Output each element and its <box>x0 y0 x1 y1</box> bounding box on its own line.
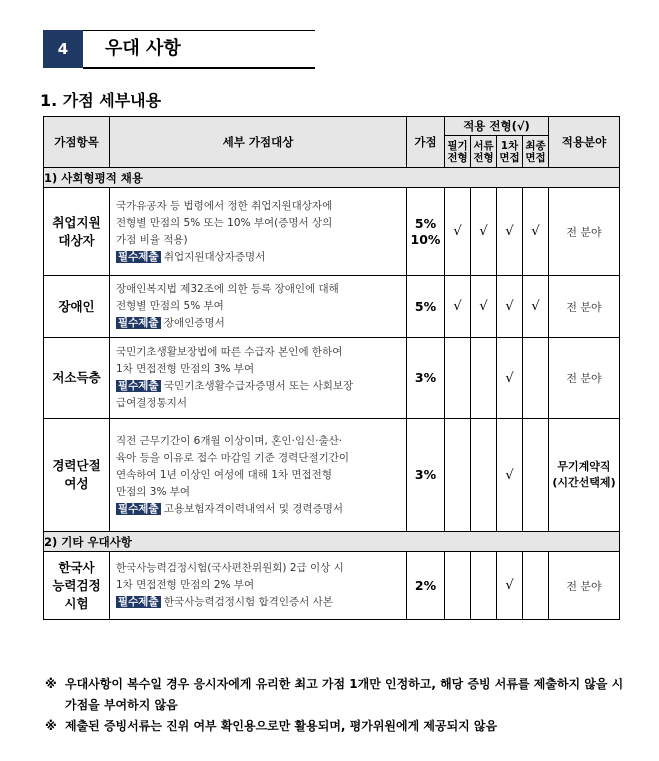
stage-check <box>523 338 549 419</box>
note-2 <box>45 716 625 737</box>
note-text: 우대사항이 복수일 경우 응시자에게 유리한 최고 가점 1개만 인정하고, 해당 증빙 서류를 제출하지 않을 시 가점을 부여하지 않음 <box>65 677 624 712</box>
stage-check <box>445 338 471 419</box>
header-points: 가점 <box>407 117 445 168</box>
header-stage-group: 적용 전형(√) <box>445 117 549 136</box>
required-document: 한국사능력검정시험 합격인증서 사본 <box>160 596 333 608</box>
required-document: 국민기초생활수급자증명서 또는 사회보장 <box>160 380 354 392</box>
header-stage-document: 서류 전형 <box>471 136 497 168</box>
item-description: 한국사능력검정시험(국사편찬위원회) 2급 이상 시 1차 면접전형 만점의 2% 부여 필수제출 한국사능력검정시험 합격인증서 사본 <box>110 552 407 620</box>
stage-check <box>471 419 497 532</box>
stage-check: √ <box>497 419 523 532</box>
section-title: 1) 사회형평적 채용 <box>44 168 620 188</box>
item-description: 장애인복지법 제32조에 의한 등록 장애인에 대해 전형별 만점의 5% 부여 필수제출 장애인증명서 <box>110 276 407 338</box>
section-title: 우대 사항 <box>105 38 181 59</box>
stage-check: √ <box>471 276 497 338</box>
header-item: 가점항목 <box>44 117 110 168</box>
section-title: 2) 기타 우대사항 <box>44 532 620 552</box>
header-detail: 세부 가점대상 <box>110 117 407 168</box>
bonus-points-table <box>43 116 620 620</box>
table-row <box>44 552 620 620</box>
required-tag: 필수제출 <box>118 317 159 329</box>
applicable-area: 무기계약직 (시간선택제) <box>549 419 620 532</box>
note-1 <box>45 674 625 716</box>
required-document: 고용보험자격이력내역서 및 경력증명서 <box>160 502 344 515</box>
required-tag: 필수제출 <box>118 250 159 263</box>
item-description: 직전 근무기간이 6개월 이상이며, 혼인·임신·출산· 육아 등을 이유로 접수 마감일 기준 경력단절기간이 연속하여 1년 이상인 여성에 대해 1차 면접전형 만점의 3% 부여 필수제출 고용보험자격이력내역서 및 경력증명서 <box>110 419 407 532</box>
stage-check <box>445 419 471 532</box>
points: 2% <box>407 552 445 620</box>
header-stage-written: 필기 전형 <box>445 136 471 168</box>
stage-check: √ <box>497 552 523 620</box>
required-tag: 필수제출 <box>118 596 159 608</box>
header-area: 적용분야 <box>549 117 620 168</box>
required-document: 장애인증명서 <box>160 317 225 329</box>
section-rule-bottom <box>83 67 315 69</box>
notes <box>45 674 625 737</box>
stage-check <box>523 419 549 532</box>
applicable-area: 전 분야 <box>549 276 620 338</box>
stage-check <box>445 552 471 620</box>
item-name: 경력단절 여성 <box>44 419 110 532</box>
stage-check: √ <box>445 276 471 338</box>
points: 5% <box>407 276 445 338</box>
table-row <box>44 276 620 338</box>
item-name: 한국사 능력검정 시험 <box>44 552 110 620</box>
table-row <box>44 188 620 276</box>
required-tag: 필수제출 <box>118 380 159 392</box>
applicable-area: 전 분야 <box>549 338 620 419</box>
note-mark: ※ <box>45 719 57 733</box>
points: 5% 10% <box>407 188 445 276</box>
stage-check: √ <box>523 188 549 276</box>
required-document-cont: 급여결정통지서 <box>116 397 188 409</box>
table-row <box>44 338 620 419</box>
item-name: 장애인 <box>44 276 110 338</box>
required-tag: 필수제출 <box>118 502 159 515</box>
stage-check: √ <box>497 276 523 338</box>
points: 3% <box>407 338 445 419</box>
header-stage-interview1: 1차 면접 <box>497 136 523 168</box>
subsection-title: 1. 가점 세부내용 <box>40 91 162 110</box>
table-row <box>44 419 620 532</box>
points: 3% <box>407 419 445 532</box>
section-header <box>43 30 315 68</box>
stage-check: √ <box>445 188 471 276</box>
stage-check <box>523 552 549 620</box>
item-name: 취업지원 대상자 <box>44 188 110 276</box>
stage-check <box>471 552 497 620</box>
stage-check: √ <box>497 188 523 276</box>
note-mark: ※ <box>45 677 57 691</box>
applicable-area: 전 분야 <box>549 552 620 620</box>
stage-check: √ <box>471 188 497 276</box>
applicable-area: 전 분야 <box>549 188 620 276</box>
header-stage-final: 최종 면접 <box>523 136 549 168</box>
stage-check: √ <box>497 338 523 419</box>
item-description: 국가유공자 등 법령에서 정한 취업지원대상자에 전형별 만점의 5% 또는 10% 부여(증명서 상의 가점 비율 적용) 필수제출 취업지원대상자증명서 <box>110 188 407 276</box>
section-row <box>44 532 620 552</box>
stage-check: √ <box>523 276 549 338</box>
required-document: 취업지원대상자증명서 <box>160 250 266 263</box>
section-number: 4 <box>43 30 83 68</box>
item-description: 국민기초생활보장법에 따른 수급자 본인에 한하여 1차 면접전형 만점의 3% 부여 필수제출 국민기초생활수급자증명서 또는 사회보장 급여결정통지서 <box>110 338 407 419</box>
item-name: 저소득층 <box>44 338 110 419</box>
stage-check <box>471 338 497 419</box>
note-text: 제출된 증빙서류는 진위 여부 확인용으로만 활용되며, 평가위원에게 제공되지 않음 <box>65 719 498 733</box>
table-body <box>44 168 620 620</box>
section-row <box>44 168 620 188</box>
